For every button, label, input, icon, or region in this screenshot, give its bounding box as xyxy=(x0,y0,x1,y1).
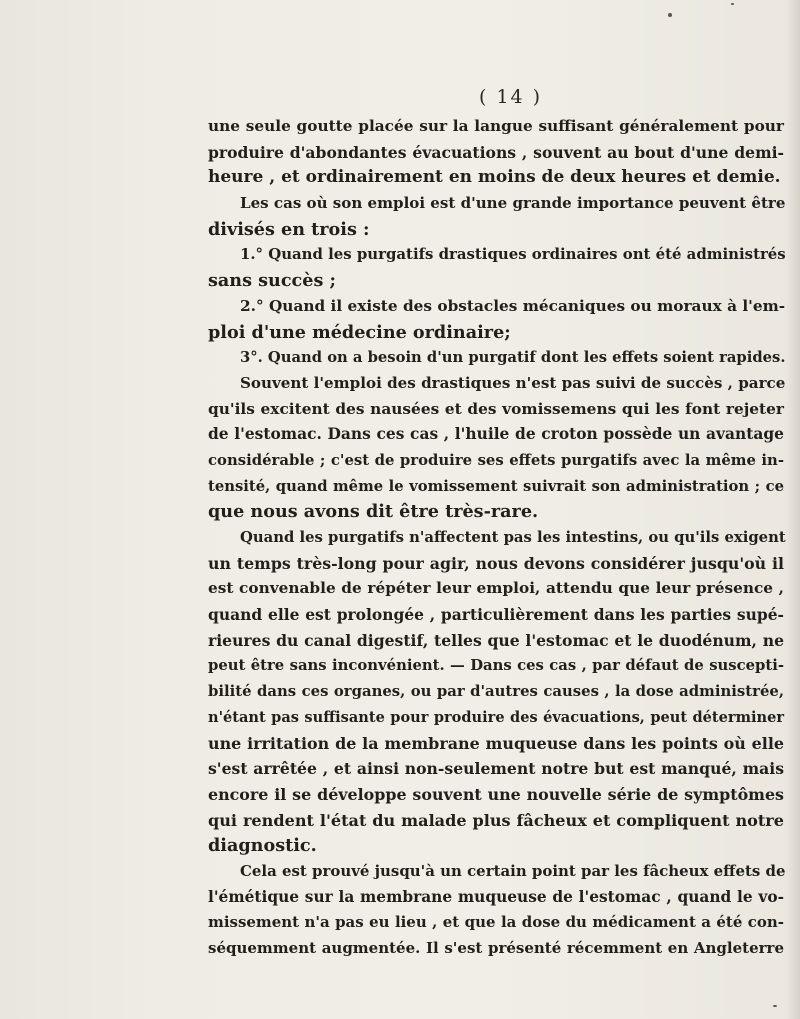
text-line: bilité dans ces organes, ou par d'autres causes , la dose administrée, xyxy=(208,682,784,701)
text-line: ploi d'une médecine ordinaire; xyxy=(208,321,511,343)
text-line: est convenable de répéter leur emploi, attendu que leur présence , xyxy=(208,579,784,598)
paper-speck xyxy=(668,13,672,17)
text-line: 3°. Quand on a besoin d'un purgatif dont les effets soient rapides. xyxy=(240,349,786,367)
text-line: divisés en trois : xyxy=(208,218,370,240)
text-line: Les cas où son emploi est d'une grande importance peuvent être xyxy=(240,194,786,213)
text-line: missement n'a pas eu lieu , et que la dose du médicament a été con- xyxy=(208,913,784,932)
text-line: sans succès ; xyxy=(208,270,336,292)
text-line: diagnostic. xyxy=(208,835,317,857)
text-line: Souvent l'emploi des drastiques n'est pas suivi de succès , parce xyxy=(240,373,786,392)
text-line: qui rendent l'état du malade plus fâcheux et compliquent notre xyxy=(208,810,784,830)
text-line: Quand les purgatifs n'affectent pas les intestins, ou qu'ils exigent xyxy=(240,529,786,546)
body-text xyxy=(208,114,784,962)
page-edge-shadow xyxy=(786,0,800,1019)
paper-speck xyxy=(773,1005,777,1007)
page-number: ( 14 ) xyxy=(479,86,543,108)
text-line: s'est arrêtée , et ainsi non-seulement notre but est manqué, mais xyxy=(208,759,784,779)
text-line: n'étant pas suffisante pour produire des évacuations, peut déterminer xyxy=(208,708,784,726)
paper-speck xyxy=(731,3,734,5)
text-line: encore il se développe souvent une nouvelle série de symptômes xyxy=(208,784,784,804)
text-line: considérable ; c'est de produire ses effets purgatifs avec la même in- xyxy=(208,450,784,469)
text-line: une irritation de la membrane muqueuse dans les points où elle xyxy=(208,733,784,753)
text-line: heure , et ordinairement en moins de deux heures et demie. xyxy=(208,167,781,188)
text-line: qu'ils excitent des nausées et des vomissemens qui les font rejeter xyxy=(208,399,784,418)
text-line: tensité, quand même le vomissement suivrait son administration ; ce xyxy=(208,477,784,495)
text-line: peut être sans inconvénient. — Dans ces cas , par défaut de suscepti- xyxy=(208,657,784,675)
text-line: une seule goutte placée sur la langue suffisant généralement pour xyxy=(208,117,784,135)
text-line: 2.° Quand il existe des obstacles mécaniques ou moraux à l'em- xyxy=(240,296,786,315)
text-line: séquemment augmentée. Il s'est présenté récemment en Angleterre xyxy=(208,939,784,957)
text-line: 1.° Quand les purgatifs drastiques ordinaires ont été administrés xyxy=(240,245,786,264)
text-line: l'émétique sur la membrane muqueuse de l'estomac , quand le vo- xyxy=(208,887,784,906)
text-line: produire d'abondantes évacuations , souvent au bout d'une demi- xyxy=(208,142,784,162)
text-line: un temps très-long pour agir, nous devons considérer jusqu'où il xyxy=(208,553,784,573)
text-line: rieures du canal digestif, telles que l'estomac et le duodénum, ne xyxy=(208,630,784,650)
text-line: quand elle est prolongée , particulièrement dans les parties supé- xyxy=(208,605,784,625)
text-line: Cela est prouvé jusqu'à un certain point par les fâcheux effets de xyxy=(240,861,786,880)
text-line: que nous avons dit être très-rare. xyxy=(208,501,539,523)
text-line: de l'estomac. Dans ces cas , l'huile de croton possède un avantage xyxy=(208,425,784,444)
